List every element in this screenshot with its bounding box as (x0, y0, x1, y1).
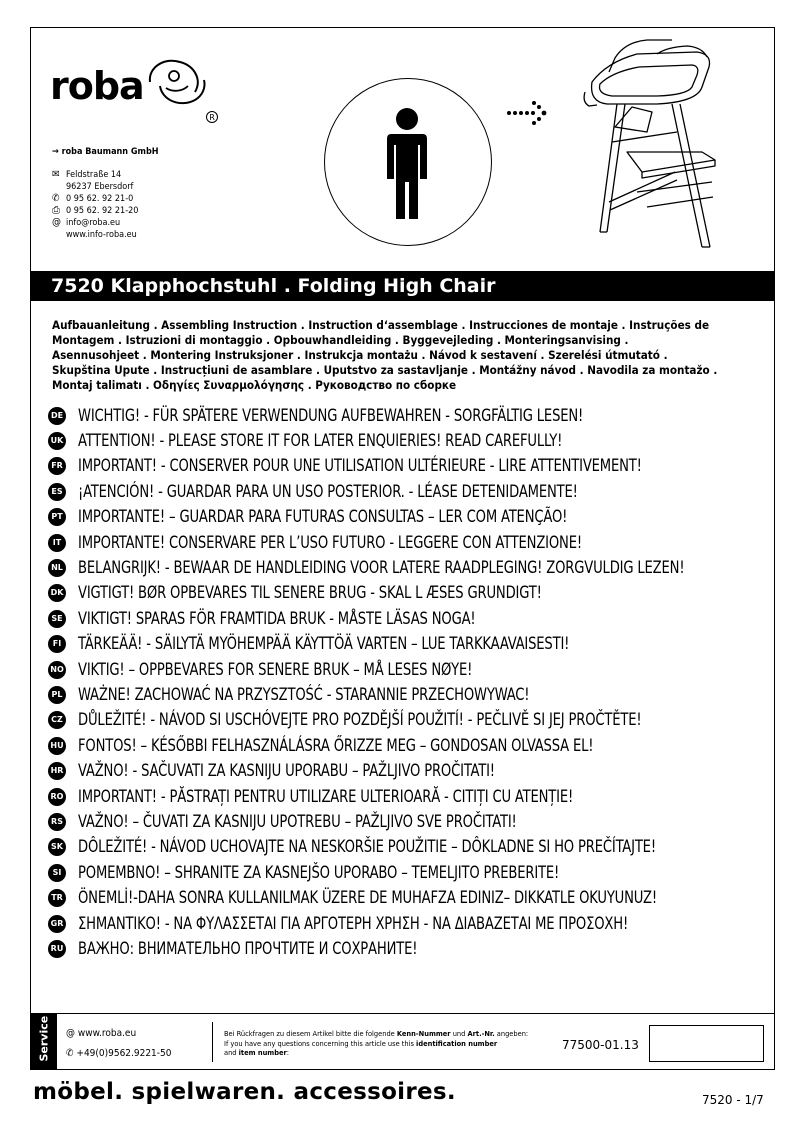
assembly-instruction-languages (52, 318, 764, 393)
return-text-en: If you have any questions concerning this article use this (224, 1038, 417, 1048)
warning-row (48, 632, 773, 657)
warning-row (48, 758, 773, 783)
language-badge: HR (48, 762, 66, 780)
language-badge: RU (48, 940, 66, 958)
return-text-en: and (224, 1048, 239, 1057)
warning-text: IMPORTANT! - CONSERVER POUR UNE UTILISATION ULTÉRIEURE - LIRE ATTENTIVEMENT! (78, 456, 642, 477)
service-label: Service (37, 1015, 51, 1062)
warning-row (48, 555, 773, 580)
fax: 0 95 62. 92 21-20 (66, 206, 139, 216)
warning-text: ÖNEMLİ!-DAHA SONRA KULLANILMAK ÜZERE DE MUHAFZA EDINIZ– DIKKATLE OKUYUNUZ! (78, 888, 657, 909)
one-person-assembly-badge (324, 78, 492, 246)
warning-text: WICHTIG! - FÜR SPÄTERE VERWENDUNG AUFBEWAHREN - SORGFÄLTIG LESEN! (78, 405, 584, 426)
fax-icon: ⎙ (52, 205, 60, 216)
svg-text:R: R (209, 113, 215, 122)
language-badge: SE (48, 610, 66, 628)
phone: 0 95 62. 92 21-0 (66, 194, 134, 204)
service-phone-text: +49(0)9562.9221-50 (76, 1048, 172, 1059)
language-badge: FR (48, 457, 66, 475)
return-text-en-bold: item number (238, 1048, 287, 1057)
roba-logo-text: roba (50, 64, 144, 108)
high-chair-illustration (497, 32, 759, 262)
company-info (52, 146, 159, 158)
at-icon: @ (66, 1028, 78, 1039)
footer-divider (31, 1013, 774, 1014)
identification-number: 77500-01.13 (562, 1038, 639, 1052)
warning-text: ATTENTION! - PLEASE STORE IT FOR LATER ENQUIERIES! READ CAREFULLY! (78, 431, 563, 452)
return-text-de: angeben: (494, 1029, 529, 1038)
subtitle-line: Montagem . Istruzioni di montaggio . Opbouwhandleiding . Byggevejleding . Monteringsanvising . (52, 333, 629, 347)
phone-icon: ✆ (66, 1048, 77, 1059)
warning-row (48, 733, 773, 758)
return-text-en-bold: identification number (416, 1038, 498, 1048)
warning-row (48, 403, 773, 428)
page-title: 7520 Klapphochstuhl . Folding High Chair (31, 271, 774, 301)
warning-text: DŮLEŽITÉ! - NÁVOD SI USCHÓVEJTE PRO POZDĚJŠÍ POUŽITÍ! - PEČLIVĚ SI JEJ PROČTĚTE! (78, 710, 642, 731)
roba-logo-mark-icon (140, 52, 218, 124)
language-badge: FI (48, 635, 66, 653)
language-badge: ES (48, 483, 66, 501)
company-name: roba Baumann GmbH (61, 147, 159, 157)
warning-text: IMPORTANTE! CONSERVARE PER L’USO FUTURO - LEGGERE CON ATTENZIONE! (78, 532, 582, 553)
envelope-icon: ✉ (52, 169, 60, 180)
warning-text: VIKTIGT! SPARAS FÖR FRAMTIDA BRUK - MÅSTE LÄSAS NOGA! (78, 608, 476, 629)
language-badge: UK (48, 432, 66, 450)
footer-vertical-divider (212, 1022, 213, 1062)
language-badge: DK (48, 584, 66, 602)
warning-row (48, 835, 773, 860)
service-web-text: www.roba.eu (77, 1028, 137, 1039)
warning-text: ΣΗΜΑΝΤΙΚΟ! - ΝΑ ΦΥΛΑΣΣΕΤΑΙ ΓΙΑ ΑΡΓΟΤΕΡΗ ΧΡΗΣΗ - ΝΑ ΔΙΑΒΑΖΕΤΑΙ ΜΕ ΠΡΟΣΟΧΗ! (78, 913, 629, 934)
warning-text: VAŽNO! - SAČUVATI ZA KASNIJU UPORABU – PAŽLJIVO PROČITATI! (78, 761, 495, 782)
return-text-en: : (286, 1048, 290, 1057)
phone-icon: ✆ (52, 193, 60, 204)
warning-row (48, 454, 773, 479)
language-badge: RO (48, 788, 66, 806)
warning-text: DÔLEŽITÉ! - NÁVOD UCHOVAJTE NA NESKORŠIE POUŽITIE – DÔKLADNE SI HO PREČÍTAJTE! (78, 837, 656, 858)
return-text-de: und (450, 1029, 468, 1038)
service-website (66, 1028, 136, 1040)
warning-text: VIKTIG! – OPPBEVARES FOR SENERE BRUK – MÅ LESES NØYE! (78, 659, 473, 680)
warning-row (48, 809, 773, 834)
dotted-arrow-icon (507, 101, 546, 125)
language-badge: GR (48, 915, 66, 933)
warning-list (48, 403, 773, 962)
warning-text: VAŽNO! – ČUVATI ZA KASNIJU UPOTREBU – PAŽLJIVO SVE PROČITATI! (78, 811, 517, 832)
item-number-box (649, 1025, 764, 1062)
warning-row (48, 682, 773, 707)
warning-row (48, 784, 773, 809)
language-badge: HU (48, 737, 66, 755)
page-number: 7520 - 1/7 (702, 1093, 764, 1107)
warning-text: POMEMBNO! – SHRANITE ZA KASNEJŠO UPORABO – TEMELJITO PREBERITE! (78, 862, 560, 883)
language-badge: PT (48, 508, 66, 526)
website: www.info-roba.eu (66, 230, 137, 240)
warning-row (48, 657, 773, 682)
person-icon (325, 79, 490, 244)
warning-text: BELANGRIJK! - BEWAAR DE HANDLEIDING VOOR LATERE RAADPLEGING! ZORGVULDIG LEZEN! (78, 558, 685, 579)
language-badge: DE (48, 407, 66, 425)
city: 96237 Ebersdorf (66, 182, 134, 192)
warning-row (48, 936, 773, 961)
service-phone (66, 1048, 171, 1060)
language-badge: SI (48, 864, 66, 882)
warning-row (48, 479, 773, 504)
language-badge: SK (48, 838, 66, 856)
warning-row (48, 885, 773, 910)
email: info@roba.eu (66, 218, 121, 228)
warning-text: WAŻNE! ZACHOWAĆ NA PRZYSZTOŚĆ - STARANNIE PRZECHOWYWAC! (78, 684, 530, 705)
return-text-de-bold: Kenn-Nummer (396, 1029, 451, 1038)
subtitle-line: Aufbauanleitung . Assembling Instruction . Instruction d‘assemblage . Instrucciones de montaje . Instruções de (52, 318, 710, 332)
warning-text: FONTOS! – KÉSŐBBI FELHASZNÁLÁSRA ŐRIZZE MEG – GONDOSAN OLVASSA EL! (78, 735, 594, 756)
warning-row (48, 708, 773, 733)
subtitle-line: Asennusohjeet . Montering Instruksjoner . Instrukcja montażu . Návod k sestavení . Szerelési útmutató . (52, 348, 668, 362)
language-badge: CZ (48, 711, 66, 729)
warning-row (48, 911, 773, 936)
warning-text: ¡ATENCIÓN! - GUARDAR PARA UN USO POSTERIOR. - LÉASE DETENIDAMENTE! (78, 481, 578, 502)
warning-row (48, 606, 773, 631)
warning-row (48, 428, 773, 453)
return-instructions (224, 1029, 554, 1058)
language-badge: IT (48, 534, 66, 552)
subtitle-line: Skupština Upute . Instrucțiuni de asamblare . Uputstvo za sastavljanje . Montážny návod . Navodila za montažo . (52, 363, 718, 377)
warning-row (48, 860, 773, 885)
warning-text: IMPORTANT! - PĂSTRAȚI PENTRU UTILIZARE ULTERIOARĂ - CITIȚI CU ATENȚIE! (78, 786, 574, 807)
street: Feldstraße 14 (66, 170, 122, 180)
warning-text: TÄRKEÄÄ! - SÄILYTÄ MYÖHEMPÄÄ KÄYTTÖÄ VARTEN – LUE TARKKAAVAISESTI! (78, 634, 570, 655)
contact-block (52, 169, 138, 241)
return-text-de-bold: Art.-Nr. (467, 1029, 495, 1038)
warning-text: ВАЖНО: ВНИМАТЕЛЬНО ПРОЧТИТЕ И СОХРАНИТЕ! (78, 938, 418, 959)
language-badge: NO (48, 661, 66, 679)
warning-row (48, 530, 773, 555)
language-badge: TR (48, 889, 66, 907)
warning-row (48, 505, 773, 530)
language-badge: PL (48, 686, 66, 704)
return-text-de: Bei Rückfragen zu diesem Artikel bitte die folgende (224, 1029, 397, 1038)
warning-text: IMPORTANTE! – GUARDAR PARA FUTURAS CONSULTAS – LER COM ATENÇÃO! (78, 507, 568, 528)
subtitle-line: Montaj talimatı . Οδηγίες Συναρμολόγησης . Руководство по сборке (52, 378, 457, 392)
language-badge: NL (48, 559, 66, 577)
warning-text: VIGTIGT! BØR OPBEVARES TIL SENERE BRUG - SKAL L ÆSES GRUNDIGT! (78, 583, 542, 604)
warning-row (48, 581, 773, 606)
arrow-right-icon: → (52, 147, 62, 157)
tagline: möbel. spielwaren. accessoires. (33, 1079, 456, 1105)
language-badge: RS (48, 813, 66, 831)
at-icon: @ (52, 217, 61, 228)
